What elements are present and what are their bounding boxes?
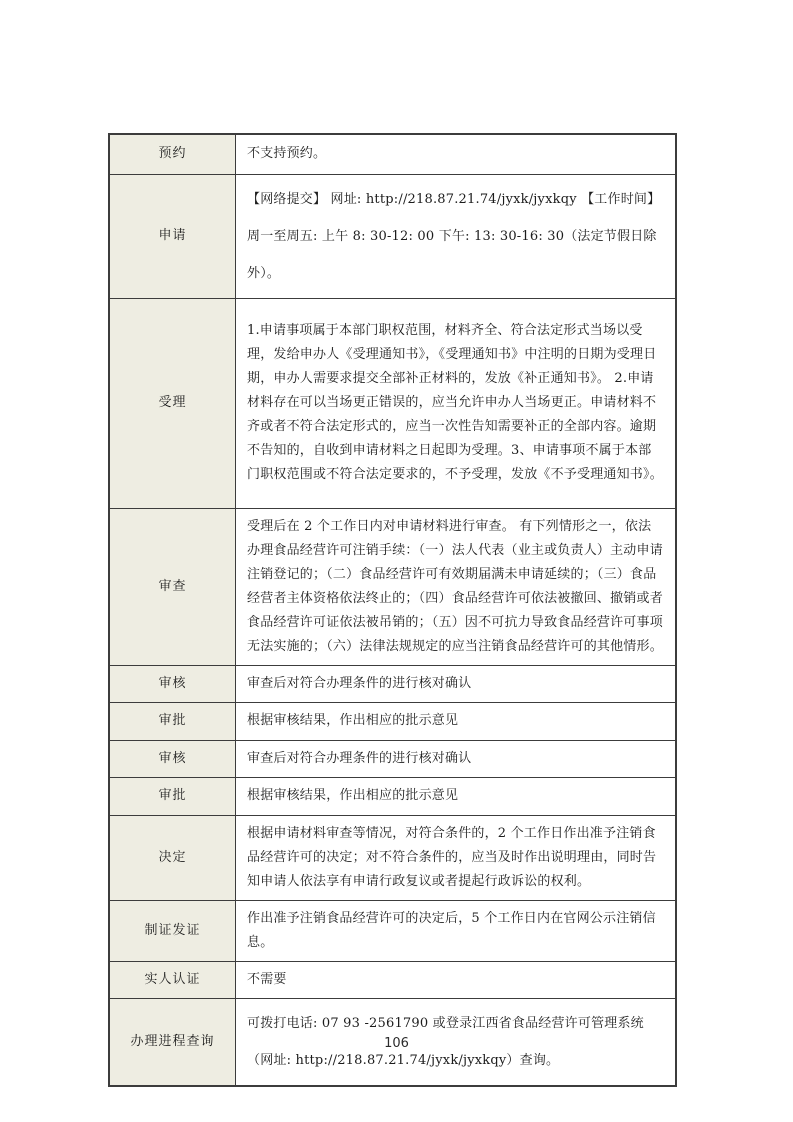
row-content: 不支持预约。 [236,134,677,174]
row-label-shirenrenzheng: 实人认证 [109,961,236,998]
row-content: 可拨打电话: 07 93 -2561790 或登录江西省食品经营许可管理系统（网址: http://218.87.21.74/jyxk/jyxkqy）查询。 [236,998,677,1086]
table-row [109,740,676,777]
row-label-jueding: 决定 [109,815,236,900]
row-label-shenpi-1: 审批 [109,702,236,740]
row-label-shouli: 受理 [109,298,236,508]
row-label-banlijincheng: 办理进程查询 [109,998,236,1086]
table-row [109,815,676,900]
table-row [109,702,676,740]
row-content: 【网络提交】 网址: http://218.87.21.74/jyxk/jyxkqy 【工作时间】 周一至周五: 上午 8: 30-12: 00 下午: 13: 30-16: 30（法定节假日除外）。 [236,174,677,298]
table-row [109,298,676,508]
table-row [109,134,676,174]
service-process-table [108,133,677,1087]
row-content: 审查后对符合办理条件的进行核对确认 [236,740,677,777]
row-label-shenpi-2: 审批 [109,777,236,815]
row-content: 作出准予注销食品经营许可的决定后，5 个工作日内在官网公示注销信息。 [236,900,677,961]
table-row [109,961,676,998]
row-content: 根据申请材料审查等情况，对符合条件的，2 个工作日作出准予注销食品经营许可的决定；对不符合条件的，应当及时作出说明理由，同时告知申请人依法享有申请行政复议或者提起行政诉讼的权利。 [236,815,677,900]
row-content: 受理后在 2 个工作日内对申请材料进行审查。 有下列情形之一，依法办理食品经营许可注销手续：（一）法人代表（业主或负责人）主动申请注销登记的；（二）食品经营许可有效期届满未申请延续的；（三）食品经营者主体资格依法终止的；（四）食品经营许可依法被撤回、撤销或者食品经营许可证依法被吊销的；（五）因不可抗力导致食品经营许可事项无法实施的；（六）法律法规规定的应当注销食品经营许可的其他情形。 [236,508,677,665]
row-label-shenhe-2: 审核 [109,740,236,777]
row-label-zhizhengfazheng: 制证发证 [109,900,236,961]
row-label-yuyue: 预约 [109,134,236,174]
row-label-shenqing: 申请 [109,174,236,298]
row-content: 审查后对符合办理条件的进行核对确认 [236,665,677,702]
table-row [109,508,676,665]
row-label-shencha: 审查 [109,508,236,665]
row-label-shenhe-1: 审核 [109,665,236,702]
table-row [109,777,676,815]
table-row [109,174,676,298]
row-content: 1.申请事项属于本部门职权范围，材料齐全、符合法定形式当场以受理，发给申办人《受理通知书》，《受理通知书》中注明的日期为受理日期，申办人需要求提交全部补正材料的，发放《补正通知书》。 2.申请材料存在可以当场更正错误的，应当允许申办人当场更正。申请材料不齐或者不符合法定形式的，应当一次性告知需要补正的全部内容。逾期不告知的，自收到申请材料之日起即为受理。3、申请事项不属于本部门职权范围或不符合法定要求的，不予受理，发放《不予受理通知书》。 [236,298,677,508]
row-content: 根据审核结果，作出相应的批示意见 [236,702,677,740]
row-content: 不需要 [236,961,677,998]
row-content: 根据审核结果，作出相应的批示意见 [236,777,677,815]
table-row [109,900,676,961]
page-number: 106 [384,1036,409,1051]
table-row [109,665,676,702]
